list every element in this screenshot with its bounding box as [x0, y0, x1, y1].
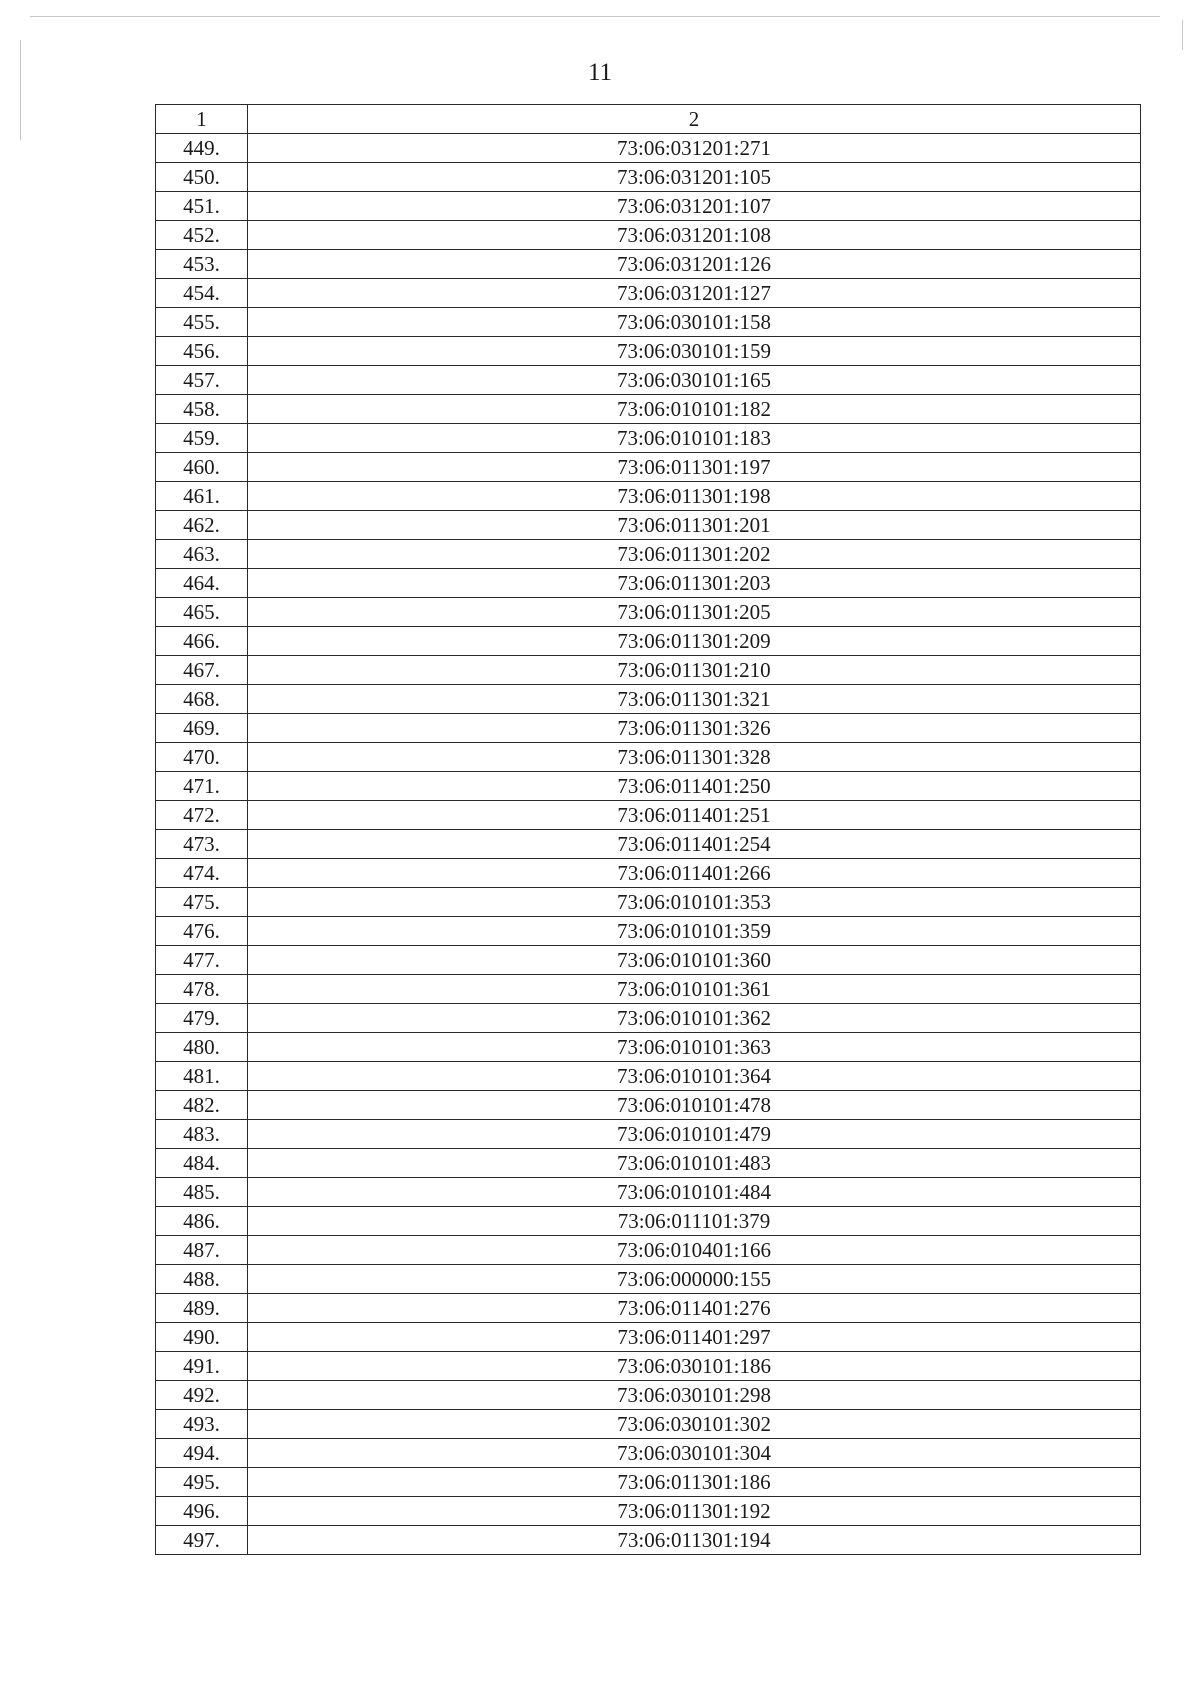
cadastral-number-cell: 73:06:011301:201 [248, 511, 1141, 540]
table-row [156, 1265, 1141, 1294]
cadastral-number-cell: 73:06:010101:360 [248, 946, 1141, 975]
table-row [156, 279, 1141, 308]
table-row [156, 1352, 1141, 1381]
row-number-cell: 489. [156, 1294, 248, 1323]
cadastral-number-cell: 73:06:011301:321 [248, 685, 1141, 714]
scan-edge-top [30, 16, 1160, 17]
cadastral-number-cell: 73:06:011301:209 [248, 627, 1141, 656]
table-row [156, 888, 1141, 917]
row-number-cell: 469. [156, 714, 248, 743]
cadastral-number-cell: 73:06:031201:107 [248, 192, 1141, 221]
cadastral-number-cell: 73:06:011301:186 [248, 1468, 1141, 1497]
table-row [156, 685, 1141, 714]
table-row [156, 511, 1141, 540]
table-row [156, 366, 1141, 395]
row-number-cell: 472. [156, 801, 248, 830]
row-number-cell: 496. [156, 1497, 248, 1526]
table-row [156, 975, 1141, 1004]
row-number-cell: 493. [156, 1410, 248, 1439]
table-row [156, 1207, 1141, 1236]
row-number-cell: 485. [156, 1178, 248, 1207]
table-row [156, 1381, 1141, 1410]
table-row [156, 163, 1141, 192]
cadastral-number-cell: 73:06:010101:484 [248, 1178, 1141, 1207]
table-row [156, 1468, 1141, 1497]
row-number-cell: 475. [156, 888, 248, 917]
cadastral-number-cell: 73:06:010101:362 [248, 1004, 1141, 1033]
row-number-cell: 484. [156, 1149, 248, 1178]
table-row [156, 337, 1141, 366]
table-row [156, 830, 1141, 859]
row-number-cell: 477. [156, 946, 248, 975]
row-number-cell: 480. [156, 1033, 248, 1062]
cadastral-number-cell: 73:06:031201:127 [248, 279, 1141, 308]
column-header-number: 1 [156, 105, 248, 134]
table-row [156, 395, 1141, 424]
row-number-cell: 492. [156, 1381, 248, 1410]
row-number-cell: 459. [156, 424, 248, 453]
cadastral-number-cell: 73:06:011301:210 [248, 656, 1141, 685]
table-row [156, 1323, 1141, 1352]
cadastral-number-cell: 73:06:011301:205 [248, 598, 1141, 627]
cadastral-number-cell: 73:06:011401:251 [248, 801, 1141, 830]
table-row [156, 1149, 1141, 1178]
cadastral-number-cell: 73:06:010101:182 [248, 395, 1141, 424]
table-row [156, 1062, 1141, 1091]
table-header-row [156, 105, 1141, 134]
row-number-cell: 450. [156, 163, 248, 192]
table-row [156, 743, 1141, 772]
row-number-cell: 474. [156, 859, 248, 888]
cadastral-number-cell: 73:06:011401:276 [248, 1294, 1141, 1323]
table-row [156, 917, 1141, 946]
table-row [156, 946, 1141, 975]
row-number-cell: 460. [156, 453, 248, 482]
cadastral-number-cell: 73:06:011301:326 [248, 714, 1141, 743]
table-row [156, 134, 1141, 163]
cadastral-number-cell: 73:06:011301:328 [248, 743, 1141, 772]
row-number-cell: 473. [156, 830, 248, 859]
cadastral-number-cell: 73:06:030101:158 [248, 308, 1141, 337]
cadastral-number-cell: 73:06:031201:271 [248, 134, 1141, 163]
table-row [156, 1004, 1141, 1033]
row-number-cell: 463. [156, 540, 248, 569]
row-number-cell: 479. [156, 1004, 248, 1033]
table-row [156, 308, 1141, 337]
table-row [156, 424, 1141, 453]
row-number-cell: 458. [156, 395, 248, 424]
cadastral-number-cell: 73:06:010101:478 [248, 1091, 1141, 1120]
table-row [156, 772, 1141, 801]
cadastral-number-cell: 73:06:031201:126 [248, 250, 1141, 279]
cadastral-number-cell: 73:06:011301:203 [248, 569, 1141, 598]
table-row [156, 1236, 1141, 1265]
row-number-cell: 467. [156, 656, 248, 685]
row-number-cell: 453. [156, 250, 248, 279]
row-number-cell: 476. [156, 917, 248, 946]
scan-edge-right [1182, 20, 1183, 50]
row-number-cell: 454. [156, 279, 248, 308]
scan-edge-left [20, 40, 21, 140]
cadastral-number-cell: 73:06:000000:155 [248, 1265, 1141, 1294]
cadastral-number-cell: 73:06:011301:202 [248, 540, 1141, 569]
cadastral-number-cell: 73:06:011101:379 [248, 1207, 1141, 1236]
cadastral-number-cell: 73:06:011401:250 [248, 772, 1141, 801]
row-number-cell: 471. [156, 772, 248, 801]
row-number-cell: 495. [156, 1468, 248, 1497]
table-row [156, 1033, 1141, 1062]
row-number-cell: 461. [156, 482, 248, 511]
row-number-cell: 470. [156, 743, 248, 772]
row-number-cell: 449. [156, 134, 248, 163]
table-row [156, 221, 1141, 250]
cadastral-number-cell: 73:06:011401:254 [248, 830, 1141, 859]
row-number-cell: 491. [156, 1352, 248, 1381]
row-number-cell: 466. [156, 627, 248, 656]
row-number-cell: 486. [156, 1207, 248, 1236]
row-number-cell: 455. [156, 308, 248, 337]
table-row [156, 453, 1141, 482]
cadastral-number-cell: 73:06:010101:364 [248, 1062, 1141, 1091]
table-row [156, 714, 1141, 743]
cadastral-number-cell: 73:06:031201:108 [248, 221, 1141, 250]
cadastral-number-cell: 73:06:030101:186 [248, 1352, 1141, 1381]
table-row [156, 1120, 1141, 1149]
table-row [156, 627, 1141, 656]
cadastral-number-cell: 73:06:010101:183 [248, 424, 1141, 453]
table-row [156, 859, 1141, 888]
cadastral-number-cell: 73:06:011301:192 [248, 1497, 1141, 1526]
row-number-cell: 481. [156, 1062, 248, 1091]
cadastral-number-cell: 73:06:011301:197 [248, 453, 1141, 482]
cadastral-number-cell: 73:06:031201:105 [248, 163, 1141, 192]
table-row [156, 192, 1141, 221]
cadastral-number-table [155, 104, 1141, 1555]
cadastral-number-cell: 73:06:010101:359 [248, 917, 1141, 946]
row-number-cell: 482. [156, 1091, 248, 1120]
page-number: 11 [587, 59, 613, 86]
table-row [156, 1178, 1141, 1207]
cadastral-number-cell: 73:06:030101:304 [248, 1439, 1141, 1468]
row-number-cell: 451. [156, 192, 248, 221]
row-number-cell: 468. [156, 685, 248, 714]
column-header-cadastral-number: 2 [248, 105, 1141, 134]
table-row [156, 482, 1141, 511]
cadastral-number-cell: 73:06:030101:159 [248, 337, 1141, 366]
cadastral-number-cell: 73:06:010101:363 [248, 1033, 1141, 1062]
table-row [156, 1526, 1141, 1555]
table-row [156, 540, 1141, 569]
table-row [156, 1294, 1141, 1323]
row-number-cell: 490. [156, 1323, 248, 1352]
cadastral-number-cell: 73:06:011301:194 [248, 1526, 1141, 1555]
row-number-cell: 457. [156, 366, 248, 395]
table-row [156, 656, 1141, 685]
cadastral-number-cell: 73:06:010101:483 [248, 1149, 1141, 1178]
row-number-cell: 497. [156, 1526, 248, 1555]
table-row [156, 1439, 1141, 1468]
row-number-cell: 465. [156, 598, 248, 627]
row-number-cell: 494. [156, 1439, 248, 1468]
row-number-cell: 464. [156, 569, 248, 598]
cadastral-number-cell: 73:06:010101:479 [248, 1120, 1141, 1149]
row-number-cell: 487. [156, 1236, 248, 1265]
cadastral-number-cell: 73:06:010101:353 [248, 888, 1141, 917]
table-row [156, 801, 1141, 830]
table-row [156, 1410, 1141, 1439]
cadastral-number-cell: 73:06:011301:198 [248, 482, 1141, 511]
cadastral-number-cell: 73:06:011401:266 [248, 859, 1141, 888]
table-row [156, 250, 1141, 279]
row-number-cell: 483. [156, 1120, 248, 1149]
row-number-cell: 488. [156, 1265, 248, 1294]
table-row [156, 598, 1141, 627]
row-number-cell: 456. [156, 337, 248, 366]
cadastral-number-cell: 73:06:030101:302 [248, 1410, 1141, 1439]
table-row [156, 1497, 1141, 1526]
cadastral-number-cell: 73:06:011401:297 [248, 1323, 1141, 1352]
table-body [156, 134, 1141, 1555]
cadastral-number-cell: 73:06:010101:361 [248, 975, 1141, 1004]
table-row [156, 569, 1141, 598]
cadastral-number-cell: 73:06:030101:298 [248, 1381, 1141, 1410]
row-number-cell: 462. [156, 511, 248, 540]
row-number-cell: 478. [156, 975, 248, 1004]
row-number-cell: 452. [156, 221, 248, 250]
cadastral-number-cell: 73:06:030101:165 [248, 366, 1141, 395]
table-row [156, 1091, 1141, 1120]
cadastral-number-cell: 73:06:010401:166 [248, 1236, 1141, 1265]
